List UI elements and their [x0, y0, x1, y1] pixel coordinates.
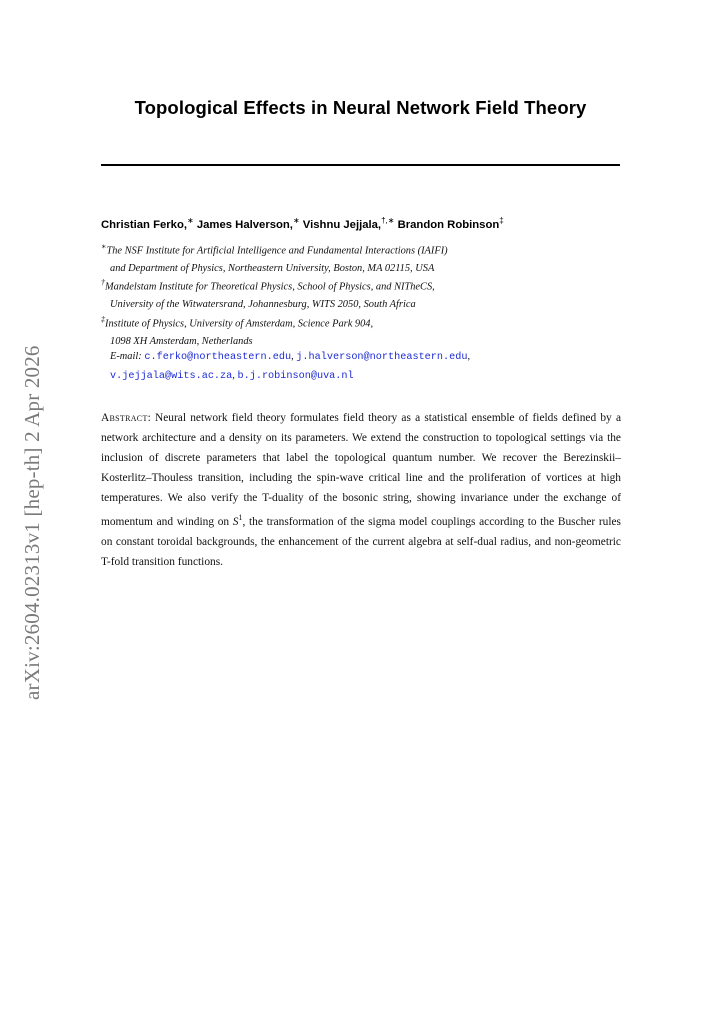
email-link-ferko[interactable]: c.ferko@northeastern.edu	[144, 352, 292, 363]
author-name: Brandon Robinson	[397, 218, 500, 231]
email-line-1: E-mail: c.ferko@northeastern.edu, j.halverson@northeastern.edu,	[110, 351, 471, 363]
math-symbol: S	[232, 516, 239, 529]
abstract-text: Neural network field theory formulates field theory as a statistical ensemble of fields defined by a network architecture and a density on its parameters. We extend the construction to topological settings via the inclusion of discrete parameters that label the topological quantum number. We recover the Berezinskii–Kosterlitz–Thouless transition, including the spin-wave critical line and the proliferation of vortices at high temperatures. We also verify the T-duality of the bosonic string, showing invariance under the exchange of momentum and winding on	[101, 412, 621, 529]
affiliation-mark: ∗	[101, 242, 107, 251]
email-label: E-mail:	[110, 351, 142, 362]
author-list	[101, 216, 621, 231]
title-rule	[101, 164, 620, 166]
author-mark: ∗	[187, 216, 194, 225]
email-link-jejjala[interactable]: v.jejjala@wits.ac.za	[110, 371, 233, 382]
page-title: Topological Effects in Neural Network Field Theory	[134, 97, 587, 118]
math-superscript: 1	[238, 513, 243, 523]
affiliation-line: Mandelstam Institute for Theoretical Physics, School of Physics, and NITheCS,	[105, 281, 435, 293]
email-link-halverson[interactable]: j.halverson@northeastern.edu	[296, 352, 468, 363]
abstract-text-continued: , the transformation of the sigma model couplings according to the Buscher rules on constant toroidal backgrounds, the enhancement of the current algebra at self-dual radius, and non-geometric T-fold transition functions.	[101, 516, 621, 569]
affiliation-line: Institute of Physics, University of Amsterdam, Science Park 904,	[105, 318, 374, 330]
affiliation-mark: ‡	[101, 315, 105, 324]
author-mark: ‡	[499, 216, 504, 225]
affiliation-line: The NSF Institute for Artificial Intelligence and Fundamental Interactions (IAIFI)	[106, 245, 448, 257]
author-mark: †,∗	[381, 216, 395, 225]
affiliation-line: 1098 XH Amsterdam, Netherlands	[110, 336, 253, 348]
author-name: Christian Ferko,	[101, 218, 188, 231]
author-name: Vishnu Jejjala,	[302, 218, 382, 231]
affiliation-1	[101, 238, 621, 278]
affiliation-3	[101, 311, 621, 351]
abstract: Abstract: Neural network field theory formulates field theory as a statistical ensemble of fields defined by a network architecture and a density on its parameters. We extend the construction to topological settings via the inclusion of discrete parameters that label the topological quantum number. We recover the Berezinskii–Kosterlitz–Thouless transition, including the spin-wave critical line and the proliferation of vortices at high temperatures. We also verify the T-duality of the bosonic string, showing invariance under the exchange of momentum and winding on $S^1$, the transformation of the sigma model couplings according to the Buscher rules on constant toroidal backgrounds, the enhancement of the current algebra at self-dual radius, and non-geometric T-fold transition functions.	[101, 412, 621, 569]
email-line-2: v.jejjala@wits.ac.za, b.j.robinson@uva.nl	[110, 370, 354, 382]
abstract-heading: Abstract	[101, 412, 148, 424]
author-name: James Halverson,	[196, 218, 293, 231]
affiliation-mark: †	[101, 278, 105, 287]
affiliation-line: University of the Witwatersrand, Johannesburg, WITS 2050, South Africa	[110, 299, 416, 311]
affiliation-2	[101, 274, 621, 314]
arxiv-identifier-text: arXiv:2604.02313v1 [hep-th] 2 Apr 2026	[20, 345, 44, 700]
email-link-robinson[interactable]: b.j.robinson@uva.nl	[237, 371, 354, 382]
affiliation-line: and Department of Physics, Northeastern University, Boston, MA 02115, USA	[110, 263, 435, 275]
author-mark: ∗	[292, 216, 300, 225]
